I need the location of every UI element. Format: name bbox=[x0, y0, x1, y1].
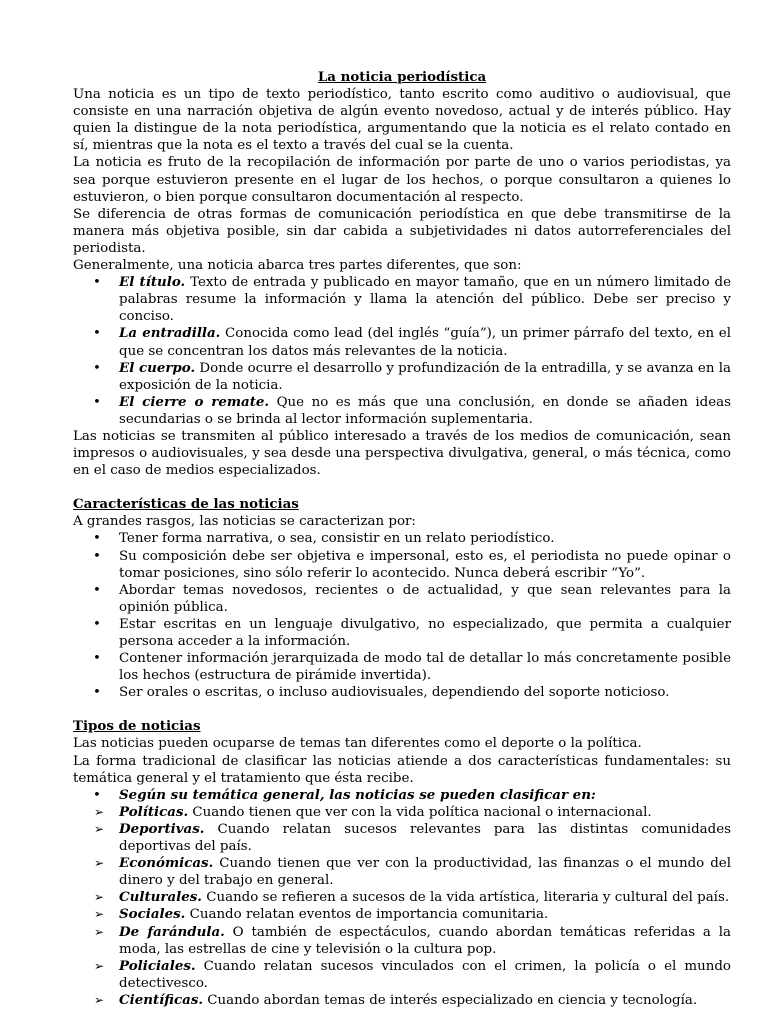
list-item bbox=[73, 906, 731, 923]
list-item-text: Cuando abordan temas de interés especializado en ciencia y tecnología. bbox=[203, 992, 698, 1008]
arrow-bullet-icon: ➢ bbox=[94, 804, 105, 819]
list-item-term: Culturales. bbox=[119, 889, 202, 906]
list-item-term: Según su temática general, las noticias se pueden clasificar en: bbox=[119, 786, 596, 803]
bullet-icon: • bbox=[93, 685, 101, 701]
list-item-text: Que no es más que una conclusión, en donde se añaden ideas secundarias o se brinda al lector información suplementaria. bbox=[119, 394, 731, 427]
list-item bbox=[73, 889, 731, 906]
list-item bbox=[73, 821, 731, 855]
arrow-bullet-icon: ➢ bbox=[94, 992, 105, 1007]
characteristics-heading: Características de las noticias bbox=[73, 496, 299, 513]
list-item bbox=[73, 274, 731, 325]
list-item bbox=[73, 804, 731, 821]
arrow-bullet-icon: ➢ bbox=[94, 821, 105, 836]
intro-paragraph-3: Se diferencia de otras formas de comunicación periodística en que debe transmitirse de la manera más objetiva posible, sin dar cabida a subjetividades ni datos autorreferenciales del periodista. bbox=[73, 206, 731, 256]
list-item bbox=[73, 650, 731, 684]
bullet-icon: • bbox=[93, 360, 101, 376]
bullet-icon: • bbox=[93, 616, 101, 632]
list-item bbox=[73, 684, 731, 701]
list-item-text: Su composición debe ser objetiva e impersonal, esto es, el periodista no puede opinar o tomar posiciones, sino sólo referir lo acontecido. Nunca deberá escribir “Yo”. bbox=[119, 548, 731, 581]
list-item-term: Políticas. bbox=[119, 803, 189, 820]
news-parts-list bbox=[73, 274, 731, 428]
list-item-term: Científicas. bbox=[119, 991, 204, 1008]
list-item-term: De farándula. bbox=[119, 923, 225, 940]
list-item-term: El cuerpo. bbox=[119, 359, 196, 376]
list-item bbox=[73, 360, 731, 394]
list-item bbox=[73, 924, 731, 958]
list-item bbox=[73, 325, 731, 359]
types-paragraph-1: Las noticias pueden ocuparse de temas tan diferentes como el deporte o la política. bbox=[73, 736, 642, 752]
list-item-text: Donde ocurre el desarrollo y profundización de la entradilla, y se avanza en la exposición de la noticia. bbox=[119, 360, 732, 393]
characteristics-lead: A grandes rasgos, las noticias se caracterizan por: bbox=[73, 514, 416, 530]
list-item-text: Estar escritas en un lenguaje divulgativo, no especializado, que permita a cualquier persona acceder a la información. bbox=[119, 616, 731, 649]
list-item-text: Cuando tienen que ver con la productividad, las finanzas o el mundo del dinero y del trabajo en general. bbox=[119, 856, 731, 889]
list-item bbox=[73, 958, 731, 992]
list-item-term: Policiales. bbox=[119, 957, 196, 974]
list-item-text: Cuando relatan sucesos relevantes para las distintas comunidades deportivas del país. bbox=[119, 821, 731, 855]
types-paragraph-2: La forma tradicional de clasificar las noticias atiende a dos características fundamentales: su temática general y el tratamiento que ésta recibe. bbox=[73, 753, 731, 786]
list-item-text: Conocida como lead (del inglés “guía”), un primer párrafo del texto, en el que se concentran los datos más relevantes de la noticia. bbox=[119, 326, 732, 359]
list-item bbox=[73, 855, 731, 889]
list-item-text: Ser orales o escritas, o incluso audiovisuales, dependiendo del soporte noticioso. bbox=[119, 685, 670, 701]
bullet-icon: • bbox=[93, 394, 101, 410]
bullet-icon: • bbox=[93, 787, 101, 803]
types-list bbox=[73, 804, 731, 1009]
list-item-text: Texto de entrada y publicado en mayor tamaño, que en un número limitado de palabras resume la información y llama la atención del público. Debe ser preciso y conciso. bbox=[119, 275, 731, 325]
types-theme-list bbox=[73, 787, 731, 804]
bullet-icon: • bbox=[93, 582, 101, 598]
spacer bbox=[73, 479, 731, 496]
intro-paragraph-4: Generalmente, una noticia abarca tres partes diferentes, que son: bbox=[73, 258, 522, 274]
list-item-text: Cuando tienen que ver con la vida política nacional o internacional. bbox=[188, 804, 652, 820]
transmission-paragraph: Las noticias se transmiten al público interesado a través de los medios de comunicación, sean impresos o audiovisuales, y sea desde una perspectiva divulgativa, general, o más técnica, como en el caso de medios especializados. bbox=[73, 428, 731, 479]
list-item bbox=[73, 616, 731, 650]
arrow-bullet-icon: ➢ bbox=[94, 958, 105, 973]
list-item-text: Tener forma narrativa, o sea, consistir en un relato periodístico. bbox=[119, 531, 555, 547]
characteristics-list bbox=[73, 530, 731, 701]
document-page bbox=[73, 69, 731, 1009]
list-item-text: Contener información jerarquizada de modo tal de detallar lo más concretamente posible los hechos (estructura de pirámide invertida). bbox=[119, 651, 731, 684]
list-item bbox=[73, 582, 731, 616]
list-item-term: Económicas. bbox=[119, 855, 214, 872]
list-item-text: O también de espectáculos, cuando abordan temáticas referidas a la moda, las estrellas de cine y televisión o la cultura pop. bbox=[119, 924, 731, 957]
list-item-text: Cuando relatan sucesos vinculados con el crimen, la policía o el mundo detectivesco. bbox=[119, 958, 731, 991]
arrow-bullet-icon: ➢ bbox=[94, 907, 105, 922]
bullet-icon: • bbox=[93, 326, 101, 342]
spacer bbox=[73, 701, 731, 718]
list-item bbox=[73, 992, 731, 1009]
list-item bbox=[73, 787, 731, 804]
list-item bbox=[73, 394, 731, 428]
list-item bbox=[73, 548, 731, 582]
list-item-term: La entradilla. bbox=[119, 325, 221, 342]
intro-paragraph-2: La noticia es fruto de la recopilación de información por parte de uno o varios periodistas, ya sea porque estuvieron presente en el lugar de los hechos, o porque consultaron a quienes lo estuvieron, o bien porque consultaron documentación al respecto. bbox=[73, 155, 731, 205]
list-item bbox=[73, 530, 731, 547]
bullet-icon: • bbox=[93, 531, 101, 547]
bullet-icon: • bbox=[93, 548, 101, 564]
types-heading: Tipos de noticias bbox=[73, 718, 201, 735]
list-item-term: El cierre o remate. bbox=[119, 393, 270, 410]
intro-paragraph-1: Una noticia es un tipo de texto periodístico, tanto escrito como auditivo o audiovisual, que consiste en una narración objetiva de algún evento novedoso, actual y de interés público. Hay quien la distingue de la nota periodística, argumentando que la noticia es el relato contado en sí, mientras que la nota es el texto a través del cual se la cuenta. bbox=[73, 87, 731, 154]
document-title: La noticia periodística bbox=[317, 69, 487, 85]
arrow-bullet-icon: ➢ bbox=[94, 890, 105, 905]
list-item-term: Sociales. bbox=[119, 906, 186, 923]
bullet-icon: • bbox=[93, 651, 101, 667]
arrow-bullet-icon: ➢ bbox=[94, 856, 105, 871]
list-item-term: Deportivas. bbox=[119, 820, 205, 837]
arrow-bullet-icon: ➢ bbox=[94, 924, 105, 939]
list-item-text: Cuando se refieren a sucesos de la vida artística, literaria y cultural del país. bbox=[201, 890, 730, 906]
list-item-text: Abordar temas novedosos, recientes o de actualidad, y que sean relevantes para la opinión pública. bbox=[119, 582, 731, 615]
bullet-icon: • bbox=[93, 275, 101, 291]
list-item-text: Cuando relatan eventos de importancia comunitaria. bbox=[185, 907, 549, 923]
list-item-term: El título. bbox=[119, 274, 186, 291]
